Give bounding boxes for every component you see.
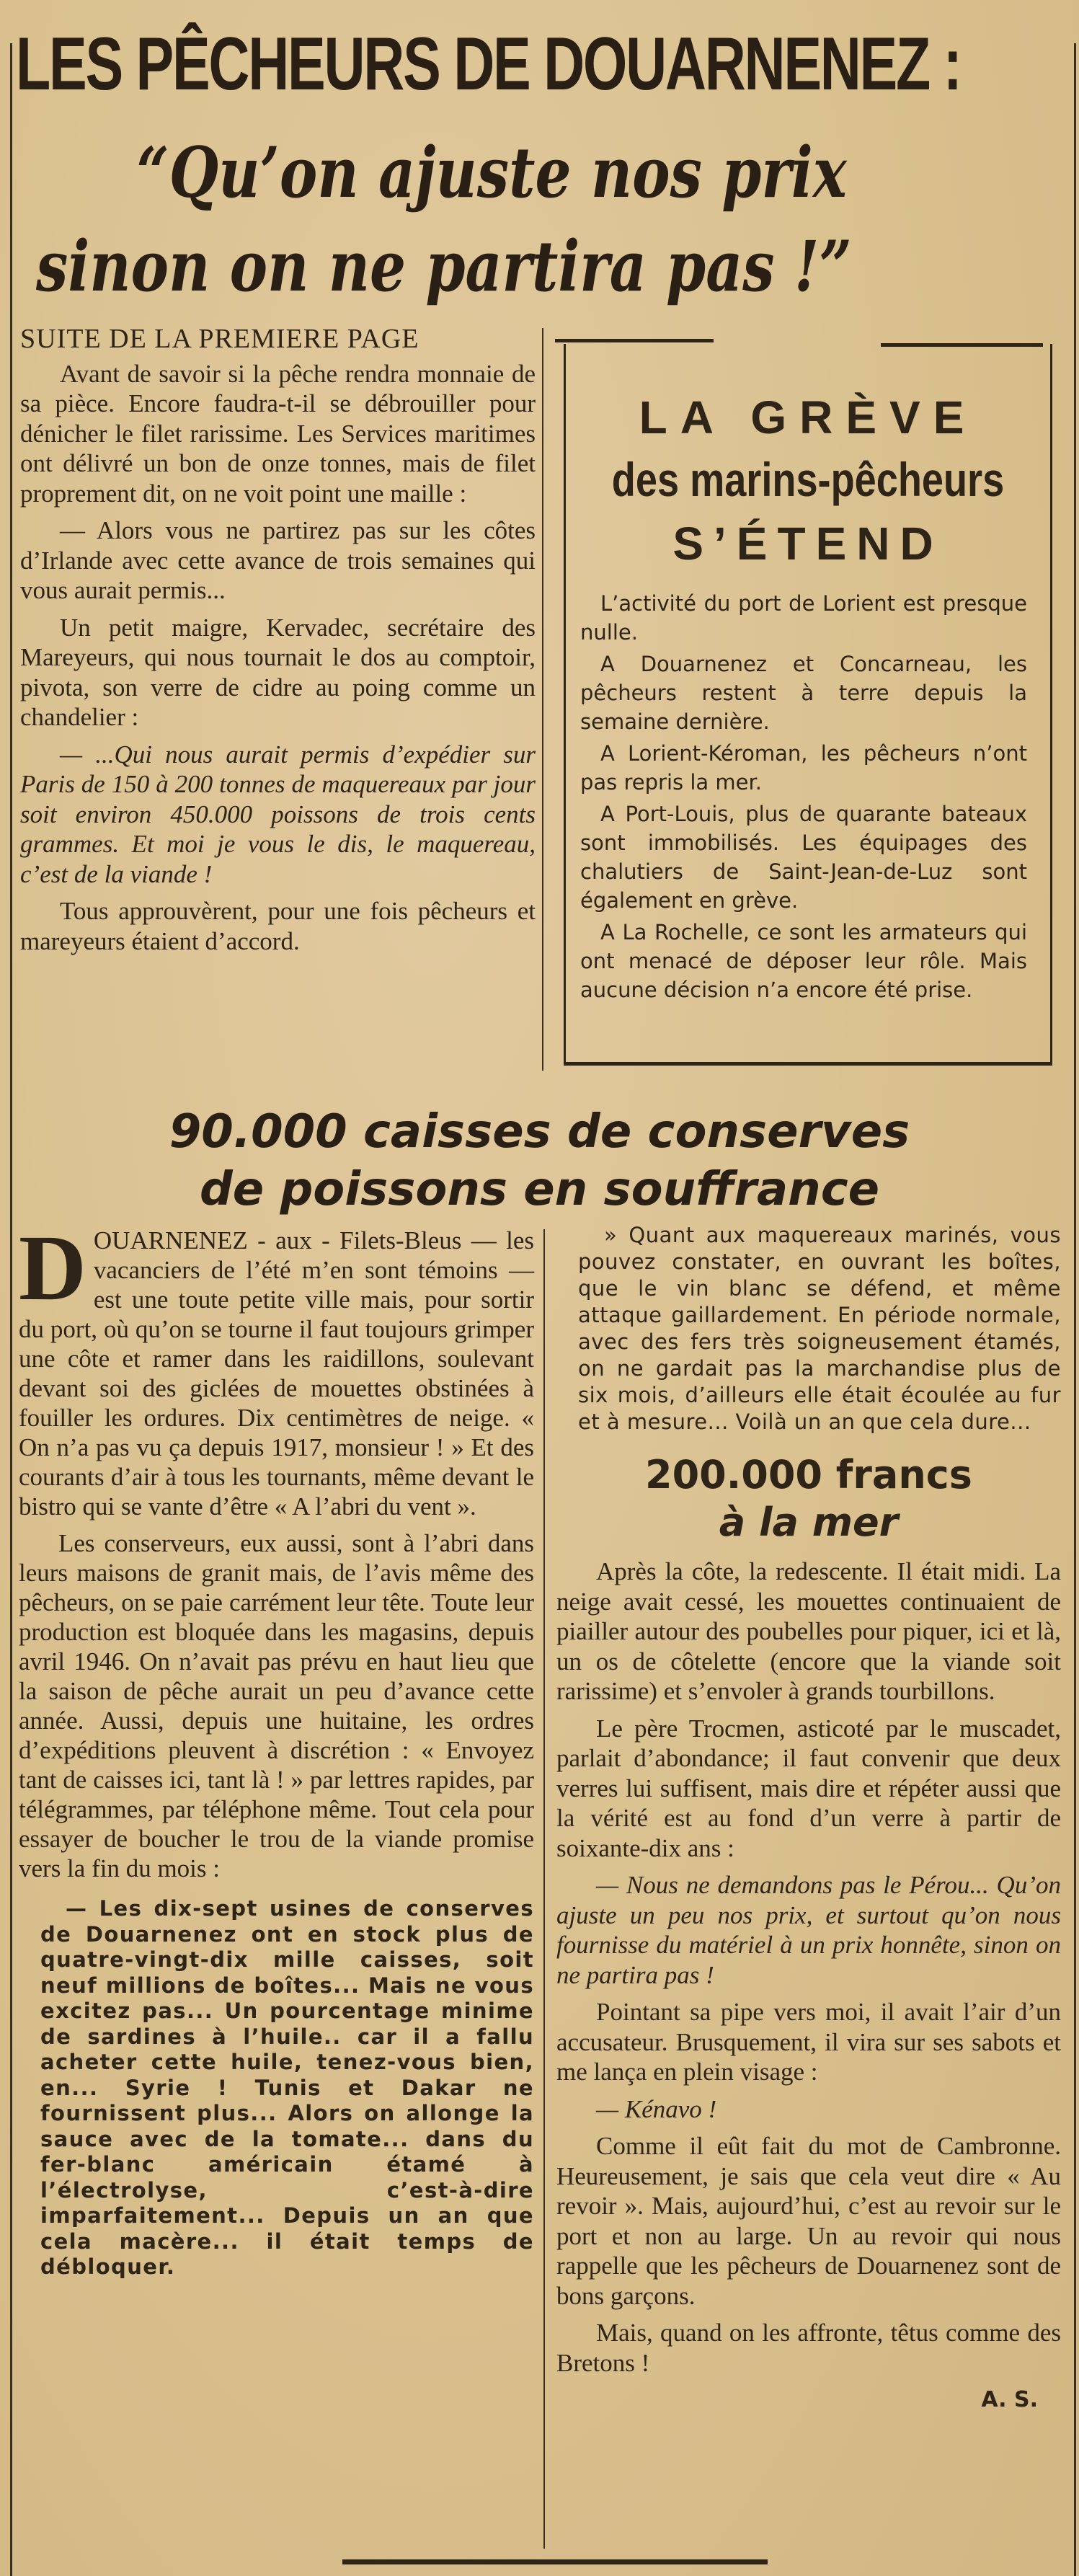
intro-paragraph: — Alors vous ne partirez pas sur les côtes d’Irlande avec cette avance de trois semaines qui vous aurait permis... <box>20 516 536 604</box>
sidebar-body <box>580 589 1027 1007</box>
main-headline: LES PÊCHEURS DE DOUARNENEZ : <box>16 22 961 106</box>
body-paragraph: Après la côte, la redescente. Il était midi. La neige avait cessé, les mouettes continuaient de piailler autour des poubelles pour piquer, ici et là, un os de côtelette (encore que la viande soit rarissime) et s’envoler à grands tourbillons. <box>556 1557 1061 1705</box>
body-paragraph: Pointant sa pipe vers moi, il avait l’air d’un accusateur. Brusquement, il vira sur ses sabots et me lança en plein visage : <box>556 1998 1061 2086</box>
sidebar-paragraph: A Douarnenez et Concarneau, les pêcheurs restent à terre depuis la semaine dernière. <box>580 652 1027 734</box>
factory-quote-text: — Les dix-sept usines de conserves de Douarnenez ont en stock plus de quatre-vingt-dix mille caisses, soit neuf millions de boîtes... Mais ne vous excitez pas... Un pourcentage minime de sardines à l’huile.. car il a fallu acheter cette huile, tenez-vous bien, en... Syrie ! Tunis et Dakar ne fournissent plus... Alors on allonge la sauce avec de la tomate... dans du fer-blanc américain étamé à l’électrolyse, c’est-à-dire imparfaitement... Depuis un an que cela macère... il était temps de débloquer. <box>40 1896 534 2279</box>
section-headline-caisses <box>0 1103 1079 1218</box>
sidebar-title-line-2: des marins-pêcheurs <box>611 453 1005 506</box>
subheadline-line-2: sinon on ne partira pas !” <box>36 226 852 307</box>
sidebar-paragraph: L’activité du port de Lorient est presque nulle. <box>580 591 1027 645</box>
intro-quote: — ...Qui nous aurait permis d’expédier sur Paris de 150 à 200 tonnes de maquereaux par jour soit environ 450.000 poissons de trois cents grammes. Et moi je vous le dis, le maquereau, c’est de la viande ! <box>20 740 536 888</box>
intro-column <box>20 324 536 963</box>
continuation-label: SUITE DE LA PREMIERE PAGE <box>20 324 419 354</box>
left-bottom-column <box>19 1216 534 2280</box>
box-rule-top-left <box>555 339 714 342</box>
kenavo-quote: — Kénavo ! <box>596 2094 717 2123</box>
intro-closing: Tous approuvèrent, pour une fois pêcheurs et mareyeurs étaient d’accord. <box>20 897 536 955</box>
closing-rule <box>342 2559 768 2564</box>
intro-paragraph: Un petit maigre, Kervadec, secrétaire des Mareyeurs, qui nous tournait le dos au comptoir, pivota, son verre de cidre au poing comme un chandelier : <box>20 613 536 731</box>
lead-paragraph <box>19 1216 534 1521</box>
francs-headline-line-2: à la mer <box>719 1500 899 1545</box>
body-paragraph: Le père Trocmen, asticoté par le muscadet, parlait d’abondance; il faut convenir que deux verres lui suffisent, mais dire et répéter aussi que la vérité est au fond d’un verre à partir de soixante-dix ans : <box>556 1714 1061 1862</box>
body-paragraph: Mais, quand on les affronte, têtus comme des Bretons ! <box>556 2319 1061 2377</box>
sidebar-paragraph: A Lorient-Kéroman, les pêcheurs n’ont pas repris la mer. <box>580 741 1027 795</box>
column-divider-bottom <box>543 1229 545 2549</box>
sidebar-paragraph: A Port-Louis, plus de quarante bateaux sont immobilisés. Les équipages des chalutiers de Saint-Jean-de-Luz sont également en grève. <box>580 802 1027 913</box>
trocmen-quote: — Nous ne demandons pas le Pérou... Qu’on ajuste un peu nos prix, et surtout qu’on nous fournisse du matériel à un prix honnête, sinon on ne partira pas ! <box>556 1871 1061 1989</box>
sidebar-paragraph: A La Rochelle, ce sont les armateurs qui ont menacé de déposer leur rôle. Mais aucune décision n’a encore été prise. <box>580 920 1027 1002</box>
right-bottom-column <box>556 1222 1061 2415</box>
mackerel-quote-text: » Quant aux maquereaux marinés, vous pouvez constater, en ouvrant les boîtes, que le vin blanc se défend, et même attaque gaillardement. En période normale, avec des fers très soigneusement étamés, on ne gardait pas la marchandise plus de six mois, d’ailleurs elle était écoulée au fur et à mesure... Voilà un an que cela dure... <box>578 1223 1061 1434</box>
strike-sidebar-box <box>564 344 1052 1066</box>
page-border-left <box>10 43 12 2576</box>
factory-quote <box>40 1896 534 2280</box>
section-headline-line-2: de poissons en souffrance <box>199 1163 880 1216</box>
lead-text: OUARNENEZ - aux - Filets-Bleus — les vacanciers de l’été m’en sont témoins — est une toute petite ville mais, pour sortir du port, où qu’on se tourne il faut toujours grimper une côte et ramer dans les raidillons, soulevant devant soi des giclées de mouettes obstinées à fouiller les ordures. Dix centimètres de neige. « On n’a pas vu ça depuis 1917, monsieur ! » Et des courants d’air à tous les tournants, même devant le bistro qui se vante d’être « A l’abri du vent ». <box>19 1226 534 1521</box>
body-paragraph: Comme il eût fait du mot de Cambronne. Heureusement, je sais que cela veut dire « Au revoir ». Mais, aujourd’hui, c’est au revoir sur le port et non au large. Un au revoir qui nous rappelle que les pêcheurs de Douarnenez sont de bons garçons. <box>556 2132 1061 2310</box>
section-headline-francs <box>556 1451 1061 1546</box>
main-subheadline <box>36 126 875 314</box>
column-divider-top <box>542 328 543 1071</box>
body-paragraph: Les conserveurs, eux aussi, sont à l’abri dans leurs maisons de granit mais, de l’avis même des pêcheurs, on se paie carrément leur tête. Toute leur production est bloquée dans les magasins, depuis avril 1946. On n’avait pas prévu en haut lieu que la saison de pêche aurait un peu d’avance cette année. Aussi, depuis une huitaine, les ordres d’expéditions pleuvent à discrétion : « Envoyez tant de caisses ici, tant là ! » par lettres rapides, par télégrammes, par téléphone même. Tout cela pour essayer de boucher le trou de la viande promise vers la fin du mois : <box>19 1529 534 1882</box>
drop-cap: D <box>19 1216 86 1320</box>
section-headline-line-1: 90.000 caisses de conserves <box>169 1105 910 1159</box>
intro-paragraph: Avant de savoir si la pêche rendra monnaie de sa pièce. Encore faudra-t-il se débrouiller pour dénicher le filet rarissime. Les Services maritimes ont délivré un bon de onze tonnes, mais de filet proprement dit, on ne voit point une maille : <box>20 359 536 508</box>
francs-headline-line-1: 200.000 francs <box>645 1452 972 1497</box>
sidebar-title-line-3: S’ÉTEND <box>672 518 943 570</box>
page-border-right <box>1074 43 1076 2576</box>
sidebar-title-line-1: LA GRÈVE <box>639 391 977 443</box>
mackerel-quote <box>556 1222 1061 1435</box>
subheadline-line-1: “Qu’on ajuste nos prix <box>136 132 847 213</box>
author-signature: A. S. <box>981 2387 1038 2412</box>
